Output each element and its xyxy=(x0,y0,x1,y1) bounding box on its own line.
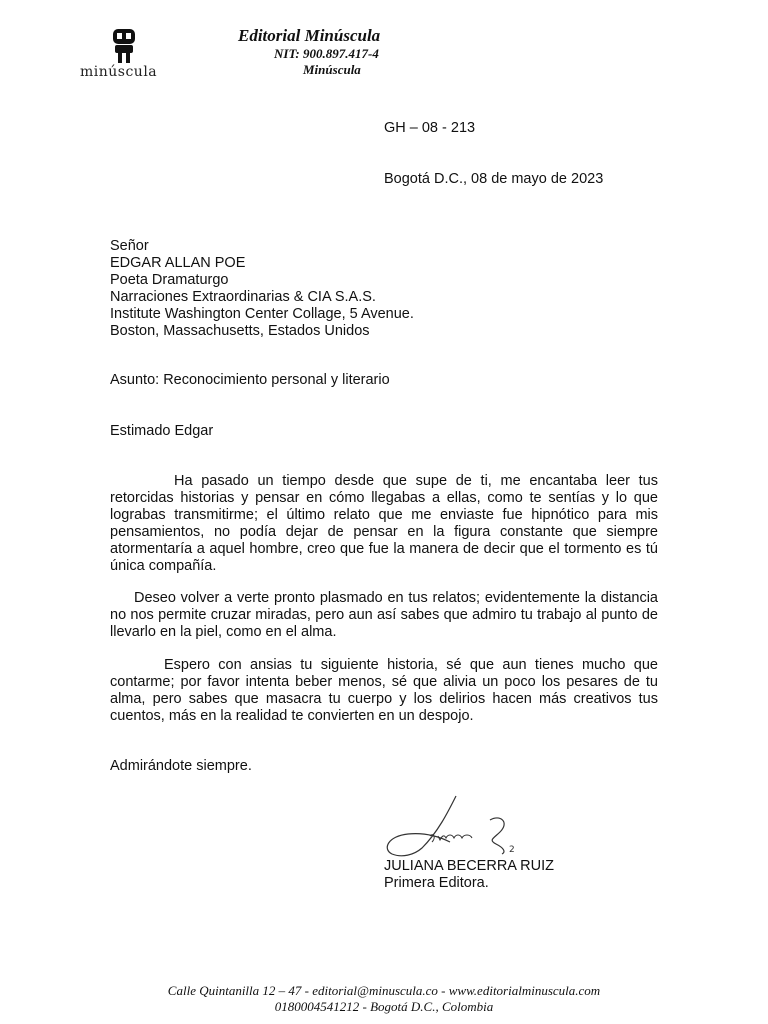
footer-contact: Calle Quintanilla 12 – 47 - editorial@minuscula.co - www.editorialminuscula.com xyxy=(167,983,601,998)
recipient-address: Institute Washington Center Collage, 5 Avenue. xyxy=(110,306,414,322)
body-paragraph-1: Ha pasado un tiempo desde que supe de ti, me encantaba leer tus retorcidas historias y pensar en cómo llegabas a ellas, como te sentías y lo que lograbas transmitirme; el último relato que me enviaste fue hipnótico para mis pensamientos, no podía dejar de pensar en la figura constante que siempre atormentaría a aquel hombre, creo que fue la manera de decir que el tormento es tú única compañía. xyxy=(110,473,658,574)
recipient-city: Boston, Massachusetts, Estados Unidos xyxy=(110,323,370,339)
company-logo xyxy=(80,28,170,82)
body-paragraph-2: Deseo volver a verte pronto plasmado en tus relatos; evidentemente la distancia no nos permite cruzar miradas, pero aun así sabes que admiro tu trabajo al punto de llevarlo en la piel, como en el alma. xyxy=(110,590,658,640)
handwritten-signature xyxy=(378,792,528,862)
signer-block xyxy=(384,858,554,892)
recipient-title: Señor xyxy=(110,238,149,254)
closing-line: Admirándote siempre. xyxy=(110,758,252,774)
recipient-block xyxy=(110,238,414,340)
body-paragraph-3: Espero con ansias tu siguiente historia, sé que aun tienes mucho que contarme; por favor intenta beber menos, sé que alivia un poco los pesares de tu alma, pero sabes que masacra tu cuerpo y los delirios hacen más creativos tus cuentos, más en la realidad te convierten en un despojo. xyxy=(110,657,658,724)
signer-title: Primera Editora. xyxy=(384,875,489,891)
greeting: Estimado Edgar xyxy=(110,423,214,439)
company-subtitle: Minúscula xyxy=(303,62,361,77)
signer-name: JULIANA BECERRA RUIZ xyxy=(384,858,555,874)
logo-wordmark: minúscula xyxy=(80,64,158,80)
svg-text:2: 2 xyxy=(509,845,515,855)
date-line: Bogotá D.C., 08 de mayo de 2023 xyxy=(384,171,604,187)
logo-figure-icon xyxy=(110,28,140,64)
company-name: Editorial Minúscula xyxy=(238,26,381,45)
subject-line: Asunto: Reconocimiento personal y literario xyxy=(110,372,390,388)
reference-number: GH – 08 - 213 xyxy=(384,120,476,136)
company-nit: NIT: 900.897.417-4 xyxy=(274,46,379,61)
footer-phone-city: 0180004541212 - Bogotá D.C., Colombia xyxy=(274,999,494,1014)
recipient-name: EDGAR ALLAN POE xyxy=(110,255,246,271)
recipient-role: Poeta Dramaturgo xyxy=(110,272,229,288)
recipient-company: Narraciones Extraordinarias & CIA S.A.S. xyxy=(110,289,376,305)
